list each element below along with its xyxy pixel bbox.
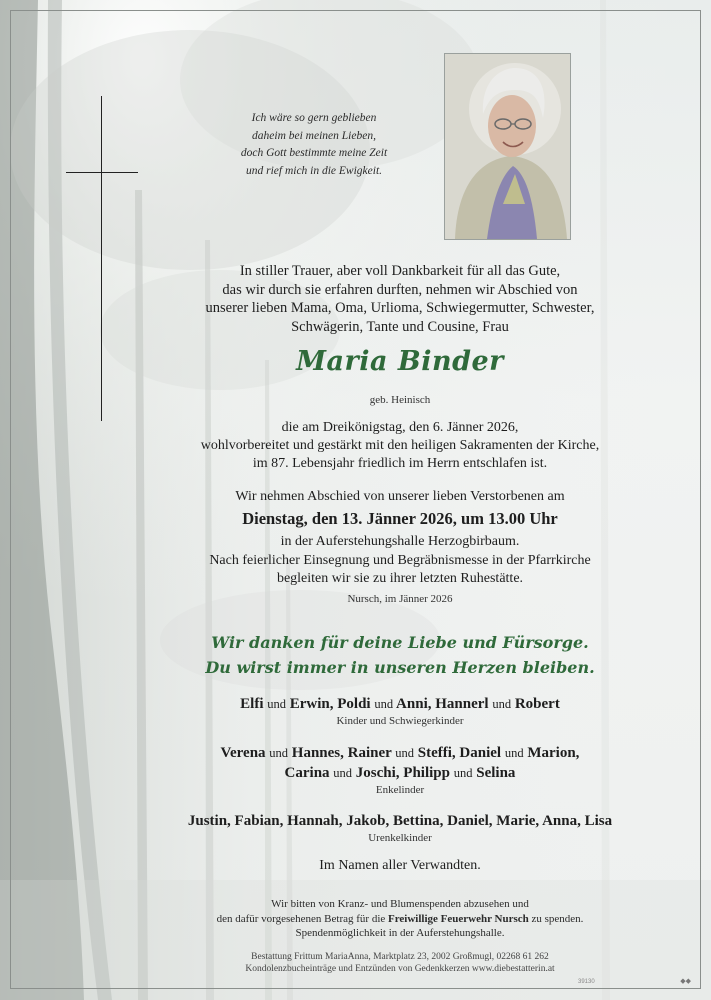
intro-text: [100, 262, 700, 336]
conjunction: und: [374, 697, 394, 711]
death-line: wohlvorbereitet und gestärkt mit den heiligen Sakramenten der Kirche,: [200, 438, 600, 453]
thanks-line: Du wirst immer in unseren Herzen bleiben.: [205, 658, 595, 677]
grandchildren-names-row2: [100, 763, 700, 783]
poem-line: daheim bei meinen Lieben,: [252, 129, 376, 142]
publisher-logo-icon: ◆◆: [680, 978, 691, 985]
intro-line: In stiller Trauer, aber voll Dankbarkeit für all das Gute,: [239, 263, 561, 279]
all-relatives-line: Im Namen aller Verwandten.: [319, 858, 481, 873]
funeral-line: in der Auferstehungshalle Herzogbirbaum.: [280, 534, 520, 549]
grandchild-name: Hannes, Rainer: [291, 745, 392, 761]
footer-line: Bestattung Frittum MariaAnna, Marktplatz 23, 2002 Großmugl, 02268 61 262: [251, 952, 549, 962]
great-grandchildren-label: Urenkelkinder: [368, 832, 432, 844]
conjunction: und: [492, 697, 512, 711]
grandchild-name: Joschi, Philipp: [355, 765, 450, 781]
death-line: im 87. Lebensjahr friedlich im Herrn entschlafen ist.: [252, 456, 548, 471]
donation-recipient: Freiwillige Feuerwehr Nursch: [388, 912, 529, 925]
donation-text: zu spenden.: [531, 912, 584, 925]
funeral-date: Dienstag, den 13. Jänner 2026, um 13.00 Uhr: [242, 509, 558, 528]
grandchildren-label: Enkelinder: [375, 784, 425, 796]
children-names: [100, 694, 700, 714]
grandchildren-names-row1: [100, 743, 700, 763]
great-grandchildren-group: [100, 811, 700, 845]
child-name: Elfi: [240, 696, 264, 712]
intro-line: das wir durch sie erfahren durften, nehmen wir Abschied von: [222, 281, 578, 298]
donation-text: den dafür vorgesehenen Betrag für die: [216, 912, 386, 925]
donation-line: [100, 912, 700, 927]
portrait-photo: [444, 53, 571, 240]
funeral-home-footer: [100, 952, 700, 975]
intro-line: unserer lieben Mama, Oma, Urlioma, Schwiegermutter, Schwester,: [205, 300, 595, 316]
conjunction: und: [395, 746, 415, 760]
grandchild-name: Steffi, Daniel: [417, 745, 502, 761]
child-name: Erwin, Poldi: [289, 696, 371, 712]
great-grandchildren-names: Justin, Fabian, Hannah, Jakob, Bettina, Daniel, Marie, Anna, Lisa: [187, 813, 613, 829]
thanks-line: Wir danken für deine Liebe und Fürsorge.: [211, 633, 589, 652]
conjunction: und: [504, 746, 524, 760]
funeral-details: [100, 533, 700, 589]
grandchild-name: Selina: [476, 765, 516, 781]
funeral-line: Nach feierlicher Einsegnung und Begräbnismesse in der Pfarrkirche: [209, 552, 591, 568]
poem-line: und rief mich in die Ewigkeit.: [245, 164, 383, 177]
conjunction: und: [269, 746, 289, 760]
footer-line: Kondolenzbucheinträge und Entzünden von Gedenkkerzen www.diebestatterin.at: [245, 963, 555, 974]
grandchild-name: Verena: [220, 745, 266, 761]
grandchildren-group: [100, 743, 700, 797]
cross-horizontal-bar: [66, 172, 138, 173]
child-name: Robert: [514, 696, 560, 712]
donation-line: Wir bitten von Kranz- und Blumenspenden abzusehen und: [271, 898, 529, 910]
thanks-message: [100, 630, 700, 680]
death-line: die am Dreikönigstag, den 6. Jänner 2026,: [281, 420, 519, 435]
grandchild-name: Carina: [284, 765, 330, 781]
funeral-line: begleiten wir sie zu ihrer letzten Ruhestätte.: [276, 571, 524, 586]
donation-line: Spendenmöglichkeit in der Auferstehungshalle.: [295, 927, 505, 939]
child-name: Anni, Hannerl: [396, 696, 489, 712]
document-code: 39130: [578, 979, 595, 985]
deceased-name: Maria Binder: [296, 346, 504, 377]
children-group: [100, 694, 700, 728]
birth-name: geb. Heinisch: [369, 394, 431, 406]
farewell-intro: Wir nehmen Abschied von unserer lieben Verstorbenen am: [235, 489, 565, 504]
conjunction: und: [453, 766, 473, 780]
conjunction: und: [333, 766, 353, 780]
poem-line: Ich wäre so gern geblieben: [251, 112, 377, 124]
poem-line: doch Gott bestimmte meine Zeit: [240, 147, 388, 159]
children-label: Kinder und Schwiegerkinder: [336, 715, 464, 727]
intro-line: Schwägerin, Tante und Cousine, Frau: [291, 318, 509, 335]
grandchild-name: Marion,: [527, 745, 580, 761]
conjunction: und: [267, 697, 286, 711]
death-notice: [100, 419, 700, 473]
portrait-image: [445, 54, 570, 239]
donation-request: [100, 897, 700, 941]
memorial-poem: [214, 110, 414, 180]
place-date: Nursch, im Jänner 2026: [347, 593, 453, 605]
